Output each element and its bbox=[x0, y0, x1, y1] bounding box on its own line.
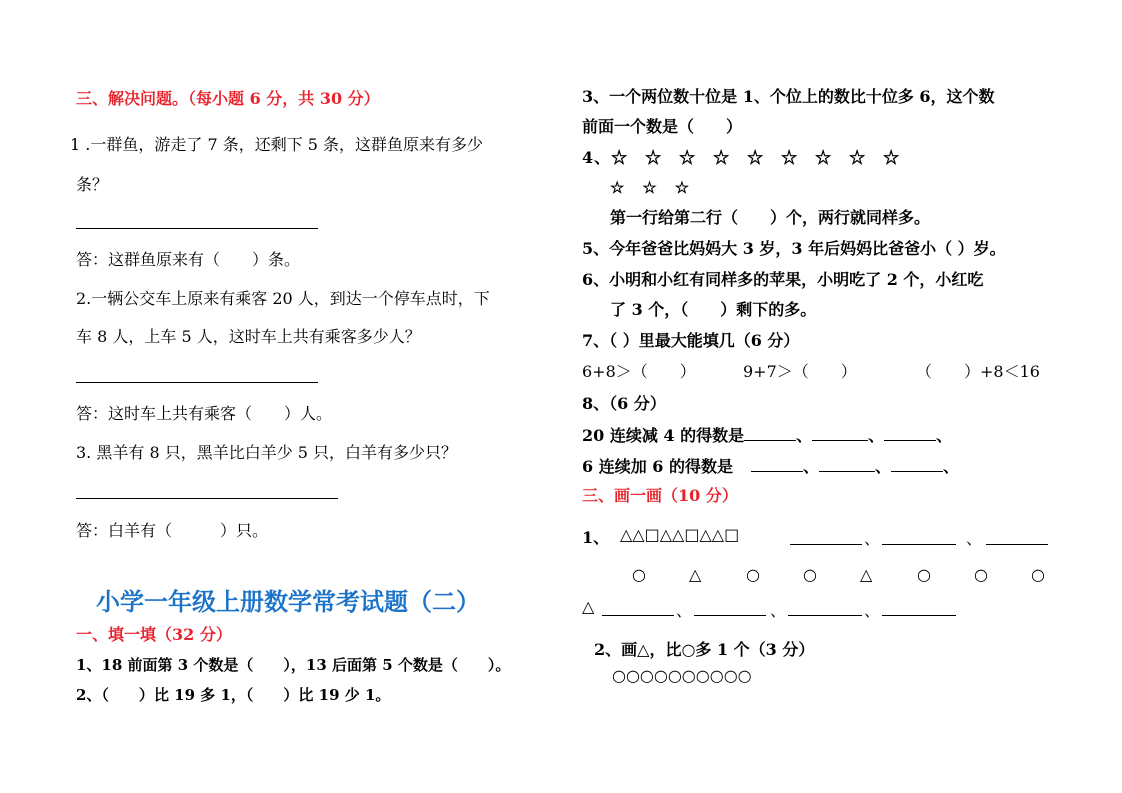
exam-title: 小学一年级上册数学常考试题（二） bbox=[96, 587, 480, 616]
problem-1-answer: 答：这群鱼原来有（ ）条。 bbox=[76, 250, 301, 269]
answer-work-line bbox=[76, 498, 338, 499]
circle-row: ○○○○○○○○○○ bbox=[612, 666, 752, 685]
question-4-stars-row-2: ☆ ☆ ☆ bbox=[610, 178, 691, 197]
draw-question-1-label: 1、 bbox=[582, 528, 610, 547]
separator: 、 bbox=[868, 426, 885, 445]
separator: 、 bbox=[936, 426, 953, 445]
question-3-text-cont: 前面一个数是（ ） bbox=[582, 117, 743, 136]
separator: 、 bbox=[875, 457, 892, 476]
question-7-item-c: （ ）+8＜16 bbox=[916, 362, 1040, 381]
section-3-title: 三、解决问题。（每小题 6 分，共 30 分） bbox=[76, 89, 380, 108]
question-4-stars-row-1: 4、☆ ☆ ☆ ☆ ☆ ☆ ☆ ☆ ☆ bbox=[582, 148, 901, 167]
problem-2-text-cont: 车 8 人，上车 5 人，这时车上共有乘客多少人？ bbox=[76, 327, 421, 346]
answer-blank[interactable] bbox=[812, 426, 868, 441]
question-8-item-b-label: 6 连续加 6 的得数是 bbox=[582, 457, 733, 476]
question-7-item-a: 6+8＞（ ） bbox=[582, 362, 696, 381]
problem-3-text: 3. 黑羊有 8 只，黑羊比白羊少 5 只，白羊有多少只？ bbox=[76, 443, 458, 462]
separator: 、 bbox=[770, 601, 787, 620]
answer-blank[interactable] bbox=[694, 615, 766, 616]
separator: 、 bbox=[676, 601, 693, 620]
answer-blank[interactable] bbox=[882, 544, 956, 545]
problem-2-text: 2.一辆公交车上原来有乘客 20 人，到达一个停车点时，下 bbox=[76, 289, 490, 308]
answer-work-line bbox=[76, 382, 318, 383]
fill-question-1: 1、18 前面第 3 个数是（ ），13 后面第 5 个数是（ ）。 bbox=[76, 656, 511, 674]
shape-triangle: △ bbox=[689, 565, 702, 584]
answer-blank[interactable] bbox=[882, 615, 956, 616]
question-7-title: 7、（ ）里最大能填几（6 分） bbox=[582, 331, 800, 350]
shape-circle: ○ bbox=[803, 565, 817, 584]
answer-work-line bbox=[76, 228, 318, 229]
question-8-item-a-label: 20 连续减 4 的得数是 bbox=[582, 426, 745, 445]
question-8-title: 8、（6 分） bbox=[582, 394, 666, 413]
problem-1-text-cont: 条？ bbox=[76, 175, 109, 194]
separator: 、 bbox=[802, 457, 819, 476]
answer-blank[interactable] bbox=[819, 457, 875, 472]
question-8-item-b bbox=[582, 454, 959, 477]
answer-blank[interactable] bbox=[790, 544, 862, 545]
separator: 、 bbox=[864, 601, 881, 620]
draw-section-title: 三、画一画（10 分） bbox=[582, 486, 738, 505]
answer-blank[interactable] bbox=[986, 544, 1048, 545]
separator: 、 bbox=[966, 529, 983, 548]
problem-2-answer: 答：这时车上共有乘客（ ）人。 bbox=[76, 404, 333, 423]
shape-circle: ○ bbox=[632, 565, 646, 584]
problem-3-answer: 答：白羊有（ ）只。 bbox=[76, 521, 269, 540]
question-4-text: 第一行给第二行（ ）个，两行就同样多。 bbox=[610, 208, 931, 227]
answer-blank[interactable] bbox=[891, 457, 943, 472]
draw-question-2-title: 2、画△，比○多 1 个（3 分） bbox=[594, 640, 815, 659]
question-8-item-a bbox=[582, 423, 952, 446]
question-6-text-cont: 了 3 个，（ ）剩下的多。 bbox=[610, 300, 817, 319]
shape-circle: ○ bbox=[746, 565, 760, 584]
fill-question-2: 2、（ ）比 19 多 1，（ ）比 19 少 1。 bbox=[76, 686, 391, 704]
shape-pattern: △△□△△□△△□ bbox=[620, 525, 740, 544]
separator: 、 bbox=[796, 426, 813, 445]
shape-circle: ○ bbox=[1031, 565, 1045, 584]
question-6-text: 6、小明和小红有同样多的苹果，小明吃了 2 个，小红吃 bbox=[582, 270, 984, 289]
question-7-item-b: 9+7＞（ ） bbox=[743, 362, 857, 381]
section-1-title: 一、填一填（32 分） bbox=[76, 625, 232, 644]
separator: 、 bbox=[943, 457, 960, 476]
answer-blank[interactable] bbox=[884, 426, 936, 441]
answer-blank[interactable] bbox=[751, 457, 803, 472]
problem-1-text: 1 .一群鱼，游走了 7 条，还剩下 5 条，这群鱼原来有多少 bbox=[70, 135, 484, 154]
shape-circle: ○ bbox=[974, 565, 988, 584]
answer-blank[interactable] bbox=[788, 615, 862, 616]
answer-blank[interactable] bbox=[744, 426, 796, 441]
separator: 、 bbox=[864, 529, 881, 548]
shape-circle: ○ bbox=[917, 565, 931, 584]
shape-triangle: △ bbox=[582, 597, 595, 616]
question-5-text: 5、今年爸爸比妈妈大 3 岁，3 年后妈妈比爸爸小（ ）岁。 bbox=[582, 239, 1006, 258]
question-3-text: 3、一个两位数十位是 1、个位上的数比十位多 6，这个数 bbox=[582, 87, 995, 106]
shape-triangle: △ bbox=[860, 565, 873, 584]
answer-blank[interactable] bbox=[602, 615, 674, 616]
